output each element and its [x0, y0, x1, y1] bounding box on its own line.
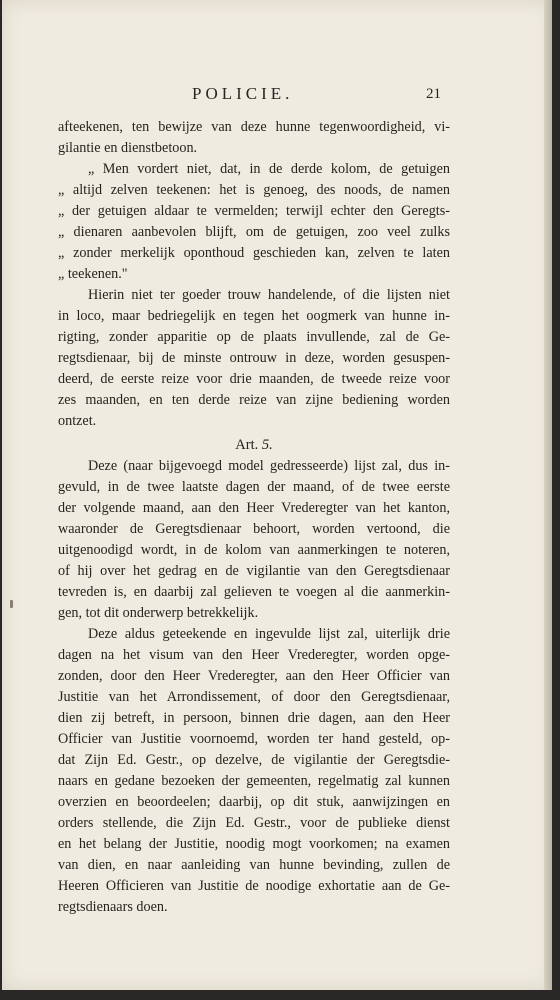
text-line: en het belang der Justitie, noodig mogt voorkomen; na examen: [58, 836, 450, 852]
text-line: „ altijd zelven teekenen: het is genoeg, des noods, de namen: [58, 182, 450, 198]
text-line: gevuld, in de twee laatste dagen der maand, of de twee eerste: [58, 479, 450, 495]
article-label: Art.: [235, 437, 259, 453]
text-line: in loco, maar bedriegelijk en tegen het oogmerk van hunne in-: [58, 308, 450, 324]
body-text: [58, 117, 450, 918]
text-line: Officier van Justitie voornoemd, worden ter hand gesteld, op-: [58, 731, 450, 747]
text-line: Deze (naar bijgevoegd model gedresseerde) lijst zal, dus in-: [88, 458, 450, 474]
running-title: POLICIE.: [192, 84, 294, 103]
text-line: „ teekenen.": [58, 266, 128, 282]
text-line: der volgende maand, aan den Heer Vrederegter van het kanton,: [58, 500, 450, 516]
text-line: uitgenoodigd wordt, in de kolom van aanmerkingen te noteren,: [58, 542, 450, 558]
text-line: dat Zijn Ed. Gestr., op dezelve, de vigilantie der Geregtsdie-: [58, 752, 450, 768]
text-line: gen, tot dit onderwerp betrekkelijk.: [58, 605, 259, 621]
text-line: Justitie van het Arrondissement, of door den Geregtsdienaar,: [58, 689, 450, 705]
text-line: rigting, zonder apparitie op de plaats invullende, zal de Ge-: [58, 329, 450, 345]
text-line: Deze aldus geteekende en ingevulde lijst zal, uiterlijk drie: [88, 626, 450, 642]
text-line: dien zij betreft, in persoon, binnen drie dagen, aan den Heer: [58, 710, 450, 726]
text-line: zes maanden, en ten derde reize van zijne bediening worden: [58, 392, 450, 408]
text-line: „ dienaren aanbevolen blijft, om de getuigen, zoo veel zulks: [58, 224, 450, 240]
margin-mark: [10, 600, 13, 608]
article-number: 5.: [261, 437, 273, 453]
article-heading: [58, 432, 450, 456]
text-line: ontzet.: [58, 413, 97, 429]
text-line: naars en gedane bezoeken der gemeenten, regelmatig zal kunnen: [58, 773, 450, 789]
text-line: dagen na het visum van den Heer Vrederegter, worden opge-: [58, 647, 450, 663]
text-line: Hierin niet ter goeder trouw handelende, of die lijsten niet: [88, 287, 450, 303]
text-line: van dien, en naar aanleiding van hunne bevinding, zullen de: [58, 857, 450, 873]
text-line: „ zonder merkelijk oponthoud geschieden kan, zelven te laten: [58, 245, 450, 261]
text-line: zonden, door den Heer Vrederegter, aan den Heer Officier van: [58, 668, 450, 684]
text-line: orders stellende, die Zijn Ed. Gestr., voor de publieke dienst: [58, 815, 450, 831]
book-page: [2, 0, 552, 990]
text-line: overzien en beoordeelen; daarbij, op dit stuk, aanwijzingen en: [58, 794, 450, 810]
text-line: Heeren Officieren van Justitie de noodige exhortatie aan de Ge-: [58, 878, 450, 894]
text-line: „ Men vordert niet, dat, in de derde kolom, de getuigen: [88, 161, 450, 177]
page-edge: [544, 0, 552, 990]
text-line: regtsdienaars doen.: [58, 899, 168, 915]
text-line: gilantie en dienstbetoon.: [58, 140, 198, 156]
text-line: afteekenen, ten bewijze van deze hunne tegenwoordigheid, vi-: [58, 119, 450, 135]
text-line: tevreden is, en daarbij zal gelieven te voegen al die aanmerkin-: [58, 584, 450, 600]
running-header: [2, 84, 552, 110]
page-number: 21: [426, 86, 441, 102]
text-line: deerd, de eerste reize voor drie maanden, de tweede reize voor: [58, 371, 450, 387]
text-line: waaronder de Geregtsdienaar behoort, worden vertoond, die: [58, 521, 450, 537]
text-line: „ der getuigen aldaar te vermelden; terwijl echter den Geregts-: [58, 203, 450, 219]
text-line: of hij over het gedrag en de vigilantie van den Geregtsdienaar: [58, 563, 450, 579]
text-line: regtsdienaar, bij de minste ontrouw in deze, worden gesuspen-: [58, 350, 450, 366]
